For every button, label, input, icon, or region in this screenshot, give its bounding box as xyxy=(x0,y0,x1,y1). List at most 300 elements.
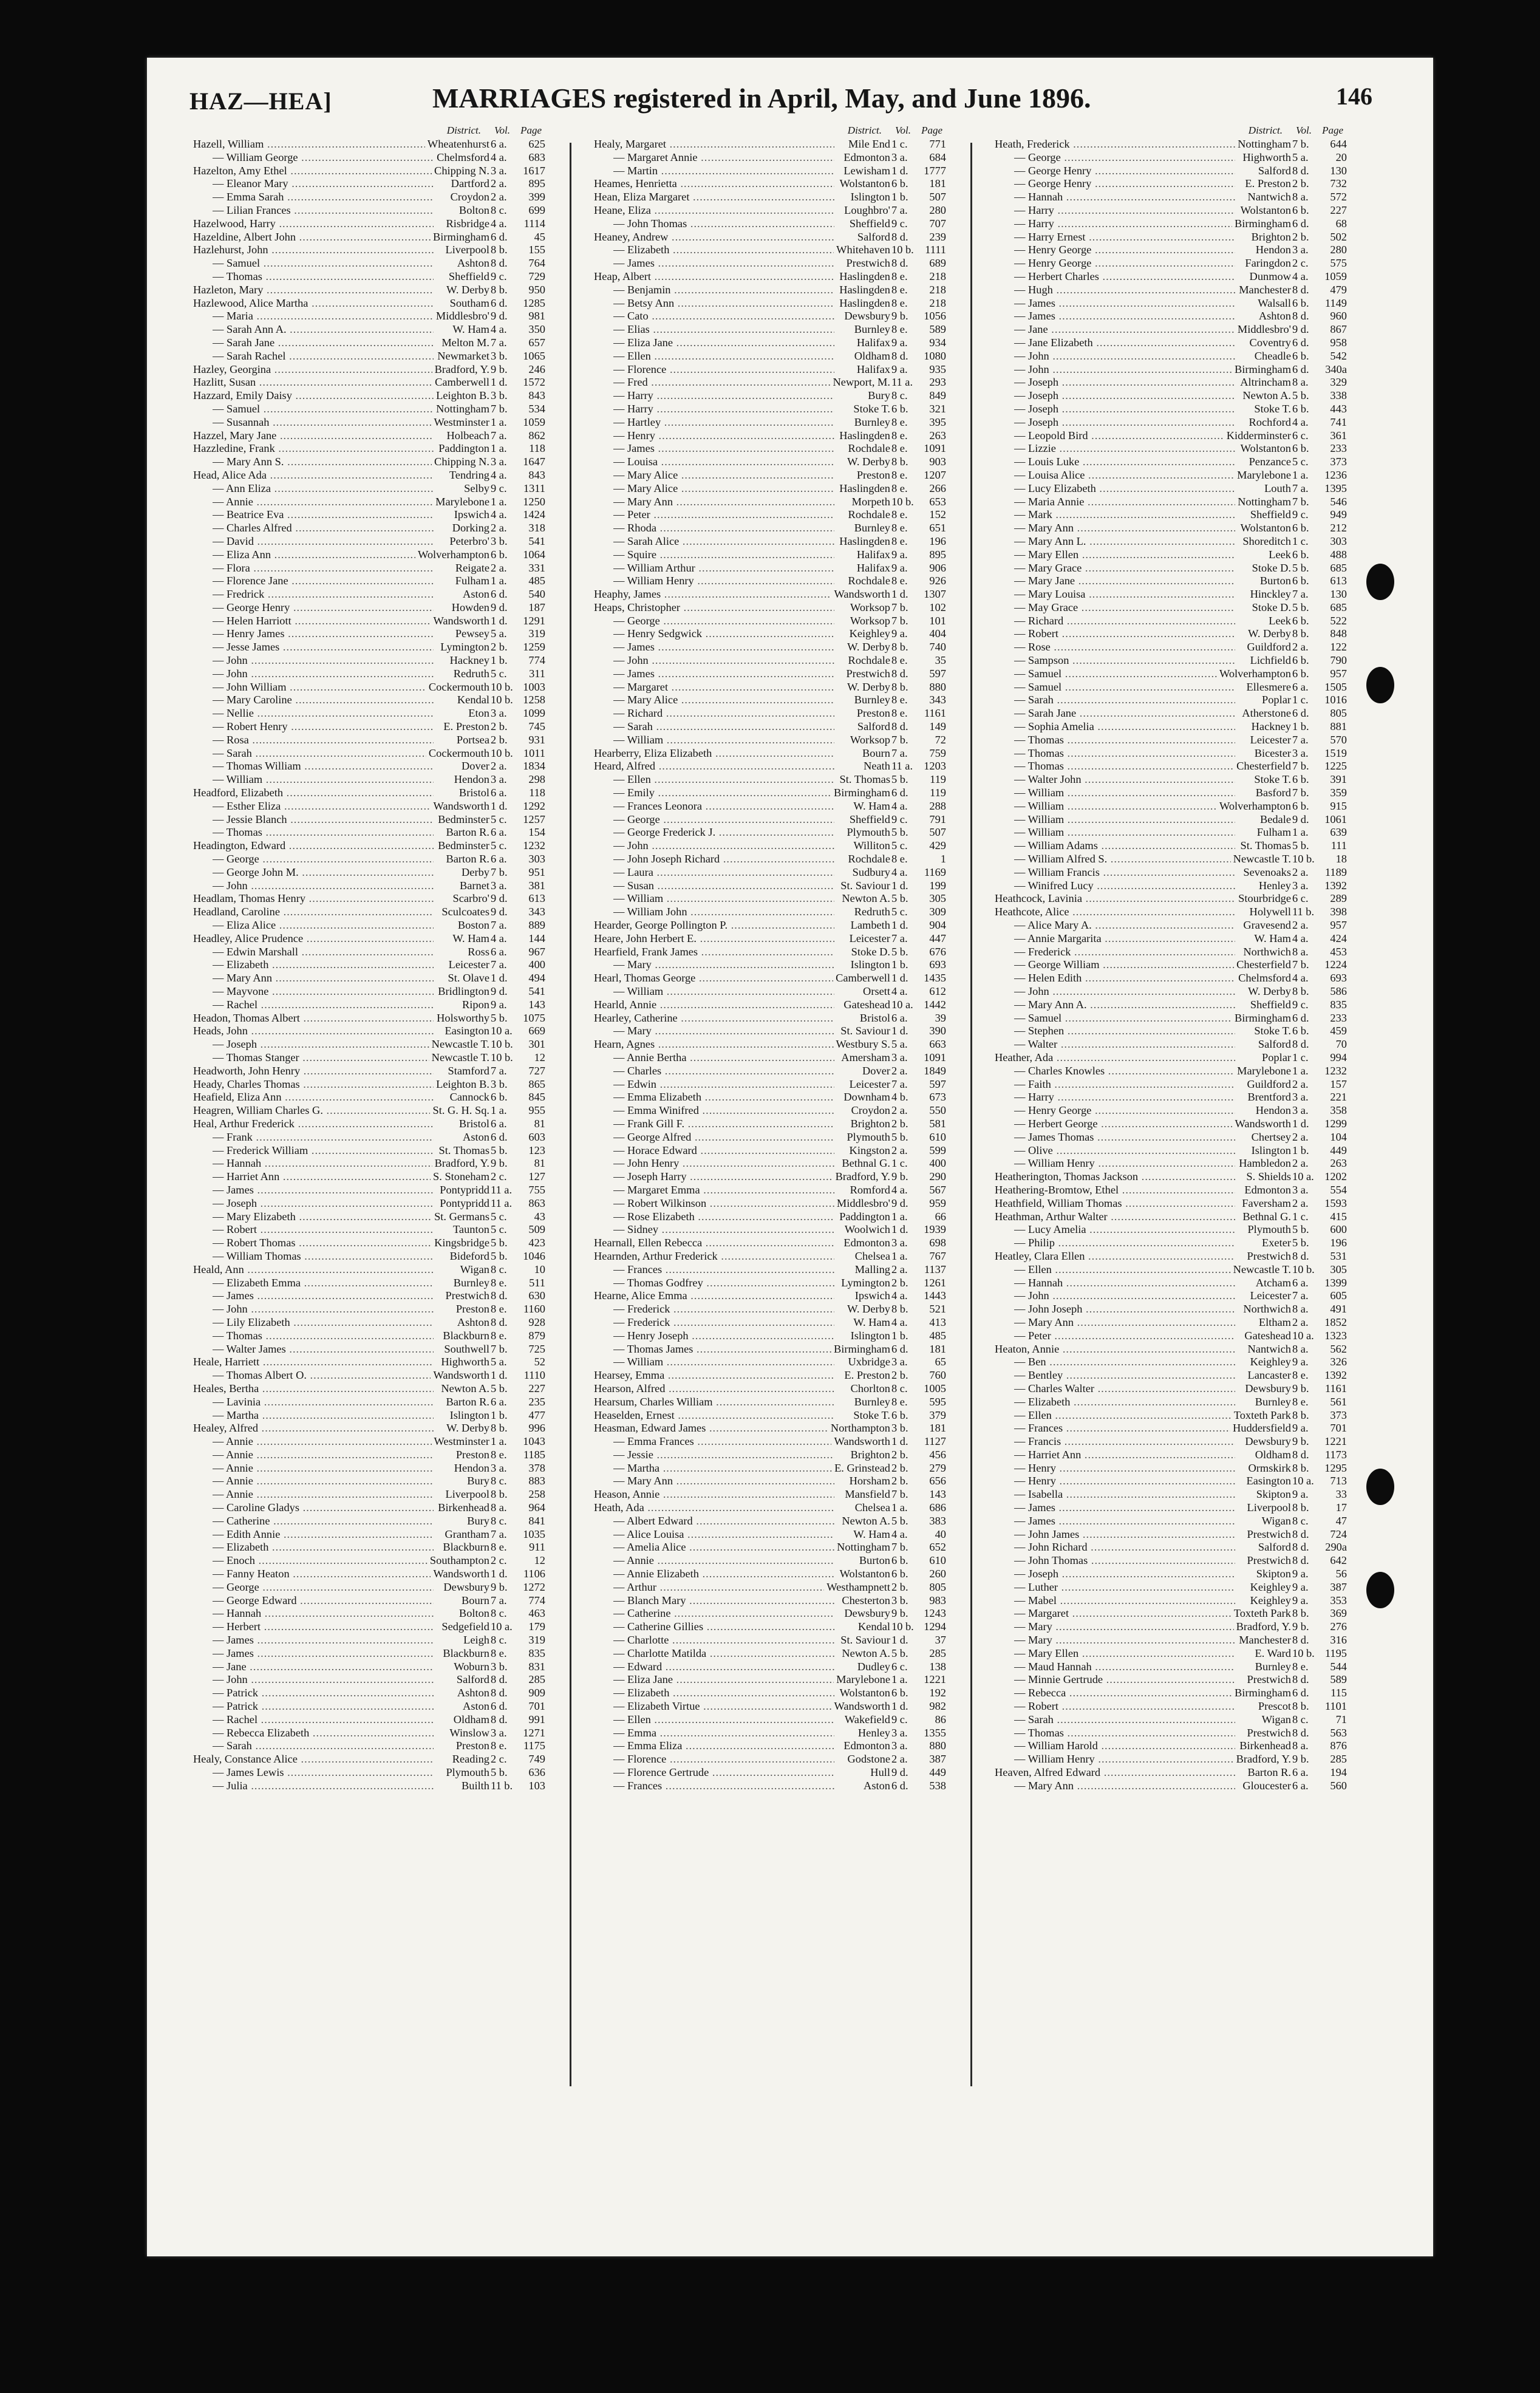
entry-name: — Samuel ..... xyxy=(1014,681,1235,694)
entry-district: Melton M. xyxy=(439,336,489,350)
entry-name: — Eliza Alice ..... xyxy=(213,919,434,932)
entry-volume: 8 e. xyxy=(1292,1660,1309,1673)
entry-district: Plymouth xyxy=(443,1766,489,1780)
register-entry xyxy=(189,853,548,866)
entry-district: Blackburn xyxy=(440,1647,489,1661)
entry-page: 118 xyxy=(529,442,545,455)
entry-page: 613 xyxy=(528,892,545,905)
entry-district: Edmonton xyxy=(841,1739,890,1753)
entry-page: 906 xyxy=(929,561,946,574)
entry-name: — Jane Elizabeth ..... xyxy=(1014,336,1235,350)
register-entry xyxy=(189,1237,548,1250)
entry-district: Hull xyxy=(868,1766,890,1780)
entry-name: — Elizabeth Virtue ..... xyxy=(613,1700,834,1713)
register-entry xyxy=(991,1237,1349,1250)
register-entry xyxy=(991,1620,1349,1634)
entry-page: 285 xyxy=(528,1673,545,1686)
entry-page: 477 xyxy=(528,1408,545,1421)
entry-district: Leighton B. xyxy=(434,1078,489,1091)
entry-volume: 8 e. xyxy=(491,1303,507,1316)
entry-volume: 5 b. xyxy=(1292,389,1309,402)
entry-district: Stamford xyxy=(446,1065,489,1078)
entry-name: — Sarah ..... xyxy=(1014,1713,1235,1727)
entry-volume: 6 c. xyxy=(891,1660,908,1673)
entry-volume: 1 a. xyxy=(491,1104,507,1117)
entry-volume: 3 a. xyxy=(1292,1183,1309,1196)
entry-page: 194 xyxy=(1330,1766,1347,1779)
entry-page: 40 xyxy=(935,1528,946,1540)
entry-district: Islington xyxy=(848,958,890,972)
entry-district: Birmingham xyxy=(1232,217,1291,231)
entry-volume: 1 d. xyxy=(891,1435,908,1448)
entry-name: — Susan ..... xyxy=(613,879,834,893)
entry-name: — John ..... xyxy=(1014,985,1235,999)
entry-page: 1091 xyxy=(924,442,946,455)
entry-page: 663 xyxy=(929,1038,946,1051)
register-entry xyxy=(590,958,949,972)
entry-page: 303 xyxy=(1330,534,1347,547)
register-entry xyxy=(590,1607,949,1620)
entry-page: 399 xyxy=(528,191,545,203)
register-entry xyxy=(590,1223,949,1237)
entry-page: 597 xyxy=(929,1077,946,1090)
entry-name: — John William ..... xyxy=(213,681,434,694)
entry-district: Winslow xyxy=(447,1727,489,1740)
register-entry xyxy=(991,946,1349,959)
entry-page: 395 xyxy=(929,415,946,428)
register-entry xyxy=(991,1568,1349,1581)
register-entry xyxy=(189,1303,548,1316)
entry-volume: 4 a. xyxy=(891,1528,908,1540)
register-entry xyxy=(590,257,949,270)
entry-district: Barton R. xyxy=(443,853,489,866)
register-entry xyxy=(590,1170,949,1184)
entry-name: — William Henry ..... xyxy=(1014,1753,1235,1766)
entry-page: 187 xyxy=(528,601,545,613)
entry-page: 1285 xyxy=(523,296,545,309)
entry-page: 693 xyxy=(1330,972,1347,985)
entry-district: St. Saviour xyxy=(838,879,890,893)
entry-district: Faringdon xyxy=(1242,257,1291,270)
entry-district: Manchester xyxy=(1236,1634,1291,1647)
entry-page: 656 xyxy=(929,1475,946,1487)
entry-page: 37 xyxy=(935,1634,946,1647)
entry-volume: 8 d. xyxy=(491,1713,508,1726)
entry-name: — Lizzie ..... xyxy=(1014,442,1235,456)
entry-name: — Thomas ..... xyxy=(213,826,434,839)
entry-page: 774 xyxy=(528,654,545,667)
entry-page: 749 xyxy=(528,1753,545,1766)
entry-volume: 2 b. xyxy=(891,1276,908,1289)
entry-volume: 9 d. xyxy=(491,601,508,613)
entry-volume: 8 e. xyxy=(491,1647,507,1659)
entry-volume: 7 a. xyxy=(1292,1289,1309,1302)
entry-name: — Mary Caroline ..... xyxy=(213,694,434,707)
entry-district: Sheffield xyxy=(1248,999,1291,1012)
entry-volume: 2 b. xyxy=(491,641,508,654)
entry-district: Leicester xyxy=(847,1078,890,1091)
entry-name: — Harry Ernest ..... xyxy=(1014,231,1235,244)
entry-name: — Annie ..... xyxy=(213,1462,434,1475)
entry-page: 233 xyxy=(1330,442,1347,455)
entry-name: — Jessie ..... xyxy=(613,1449,834,1462)
register-entry xyxy=(189,1343,548,1356)
register-entry xyxy=(189,1250,548,1263)
register-entry xyxy=(189,1554,548,1568)
entry-district: Loughbro' xyxy=(842,204,890,217)
register-entry xyxy=(590,1435,949,1449)
entry-volume: 7 a. xyxy=(891,932,908,944)
entry-district: Louth xyxy=(1262,482,1291,496)
entry-district: Bury xyxy=(465,1475,489,1488)
entry-name: Hearld, Annie ..... xyxy=(594,999,834,1012)
entry-page: 1203 xyxy=(924,760,946,773)
entry-district: Bury xyxy=(465,1515,489,1528)
entry-name: — Mary Ellen ..... xyxy=(1014,1647,1235,1661)
entry-page: 289 xyxy=(1330,892,1347,905)
entry-page: 143 xyxy=(528,998,545,1011)
entry-district: Westminster xyxy=(432,1435,489,1449)
entry-name: — Blanch Mary ..... xyxy=(613,1594,834,1608)
entry-page: 413 xyxy=(929,1316,946,1328)
entry-name: — Charles Walter ..... xyxy=(1014,1382,1235,1396)
register-entry xyxy=(991,376,1349,389)
register-entry xyxy=(590,456,949,469)
entry-page: 1395 xyxy=(1324,482,1347,494)
register-entry xyxy=(991,1144,1349,1158)
register-entry xyxy=(590,389,949,403)
entry-name: — John ..... xyxy=(613,654,834,667)
entry-volume: 6 a. xyxy=(491,853,507,865)
entry-page: 934 xyxy=(929,336,946,349)
register-entry xyxy=(590,1475,949,1488)
entry-page: 1323 xyxy=(1324,1329,1347,1342)
entry-district: W. Derby xyxy=(444,1422,489,1435)
entry-district: Burton xyxy=(1258,575,1291,588)
entry-volume: 4 a. xyxy=(491,151,507,163)
entry-name: — Patrick ..... xyxy=(213,1687,434,1700)
entry-page: 1059 xyxy=(1324,270,1347,282)
entry-page: 181 xyxy=(929,1422,946,1435)
entry-page: 881 xyxy=(1330,720,1347,733)
entry-page: 127 xyxy=(528,1170,545,1183)
entry-name: — William ..... xyxy=(213,773,434,787)
entry-volume: 8 b. xyxy=(1292,985,1309,997)
entry-name: — John ..... xyxy=(1014,350,1235,363)
register-entry xyxy=(991,1515,1349,1528)
register-entry xyxy=(590,535,949,548)
entries-column-3 xyxy=(991,138,1349,1793)
register-entry xyxy=(991,1554,1349,1568)
entry-volume: 6 b. xyxy=(491,1091,508,1104)
register-entry xyxy=(991,1012,1349,1025)
entry-page: 699 xyxy=(528,203,545,216)
entry-volume: 10 b. xyxy=(491,746,513,759)
entry-page: 1647 xyxy=(523,456,545,468)
entry-district: Salford xyxy=(454,1673,489,1687)
entry-name: Heard, Alfred ..... xyxy=(594,760,834,773)
entry-district: Chelsea xyxy=(853,1250,890,1263)
entry-volume: 5 b. xyxy=(1292,561,1309,574)
entry-page: 597 xyxy=(929,667,946,680)
entry-page: 181 xyxy=(929,177,946,190)
register-entry xyxy=(189,734,548,747)
vol-heading: Vol. xyxy=(494,125,510,136)
entry-name: — William Arthur ..... xyxy=(613,562,834,575)
register-entry xyxy=(189,562,548,575)
entry-volume: 5 c. xyxy=(491,813,507,825)
entry-name: Hearder, George Pollington P. ..... xyxy=(594,919,834,932)
entry-page: 767 xyxy=(929,1249,946,1262)
entry-district: Orsett xyxy=(860,985,890,999)
entry-page: 39 xyxy=(935,1011,946,1024)
entry-volume: 5 a. xyxy=(491,627,507,640)
entry-page: 1236 xyxy=(1324,468,1347,481)
entry-page: 218 xyxy=(929,283,946,296)
register-entry xyxy=(189,1541,548,1554)
entry-name: — Sarah ..... xyxy=(613,720,834,734)
entry-district: Haslingden xyxy=(837,535,890,548)
entry-name: — Herbert ..... xyxy=(213,1620,434,1634)
entry-page: 1299 xyxy=(1324,1117,1347,1130)
entry-page: 316 xyxy=(1330,1634,1347,1647)
entry-district: Chelmsford xyxy=(1236,972,1291,985)
entry-name: — Fredrick ..... xyxy=(213,588,434,601)
entry-district: St. Thomas xyxy=(1238,839,1291,853)
register-entry xyxy=(189,1356,548,1369)
entry-volume: 1 b. xyxy=(891,191,908,203)
entry-district: Wigan xyxy=(1259,1713,1291,1727)
entry-volume: 10 b. xyxy=(891,1620,914,1633)
entry-name: — James Thomas ..... xyxy=(1014,1131,1235,1144)
entry-page: 725 xyxy=(528,1342,545,1355)
register-entry xyxy=(189,442,548,456)
register-entry xyxy=(991,177,1349,191)
entry-page: 957 xyxy=(1330,667,1347,680)
entry-name: Headworth, John Henry ..... xyxy=(193,1065,434,1078)
entry-page: 531 xyxy=(1330,1249,1347,1262)
register-entry xyxy=(189,946,548,959)
register-entry xyxy=(991,734,1349,747)
entry-page: 1035 xyxy=(523,1528,545,1540)
entry-volume: 8 d. xyxy=(891,257,908,270)
entry-name: — George Frederick J. ..... xyxy=(613,826,834,839)
entry-name: — William John ..... xyxy=(613,906,834,919)
entry-volume: 7 a. xyxy=(491,958,507,971)
entry-page: 639 xyxy=(1330,826,1347,839)
entry-name: — Stephen ..... xyxy=(1014,1025,1235,1038)
entry-district: Rochdale xyxy=(846,575,890,588)
entry-name: — Isabella ..... xyxy=(1014,1488,1235,1501)
entry-volume: 7 b. xyxy=(891,601,908,613)
register-entry xyxy=(991,429,1349,443)
entry-page: 246 xyxy=(528,363,545,375)
entry-volume: 3 a. xyxy=(1292,1104,1309,1117)
register-entry xyxy=(590,177,949,191)
entry-volume: 1 c. xyxy=(891,138,908,150)
register-entry xyxy=(189,932,548,946)
entry-district: Worksop xyxy=(848,601,890,615)
entry-district: E. Ward xyxy=(1253,1647,1291,1661)
entry-name: Heaven, Alfred Edward ..... xyxy=(995,1766,1235,1780)
register-entry xyxy=(590,138,949,151)
register-entry xyxy=(991,284,1349,297)
entry-volume: 10 b. xyxy=(491,694,513,706)
entry-name: — Frances ..... xyxy=(1014,1422,1235,1435)
register-entry xyxy=(590,1409,949,1422)
entry-volume: 9 a. xyxy=(891,561,908,574)
register-entry xyxy=(590,1131,949,1144)
register-entry xyxy=(189,826,548,839)
entry-name: — Martha ..... xyxy=(213,1409,434,1422)
entry-page: 1099 xyxy=(523,707,545,720)
entry-name: — Elias ..... xyxy=(613,323,834,336)
entry-page: 491 xyxy=(1330,1303,1347,1316)
entry-page: 353 xyxy=(1330,1594,1347,1606)
register-entry xyxy=(590,165,949,178)
entry-name: — Rebecca ..... xyxy=(1014,1687,1235,1700)
entry-volume: 2 b. xyxy=(491,733,508,746)
entry-volume: 6 d. xyxy=(891,787,908,799)
entry-volume: 7 b. xyxy=(891,1488,908,1501)
entry-page: 1852 xyxy=(1324,1316,1347,1328)
entry-page: 876 xyxy=(1330,1739,1347,1752)
entry-name: — John ..... xyxy=(613,839,834,853)
register-entry xyxy=(590,1528,949,1541)
entry-district: Bradford, Y. xyxy=(833,1170,890,1184)
register-entry xyxy=(189,760,548,773)
entry-name: — Mary ..... xyxy=(1014,1620,1235,1634)
entry-name: — Mary Jane ..... xyxy=(1014,575,1235,588)
entry-district: Poplar xyxy=(1259,1051,1291,1065)
entry-name: — Rebecca Elizabeth ..... xyxy=(213,1727,434,1740)
entry-district: Keighley xyxy=(847,627,890,641)
entry-volume: 8 b. xyxy=(1292,1461,1309,1474)
entry-name: — Albert Edward ..... xyxy=(613,1515,834,1528)
entry-name: — George ..... xyxy=(1014,151,1235,165)
entry-page: 831 xyxy=(528,1660,545,1673)
entry-volume: 7 b. xyxy=(891,733,908,746)
entry-volume: 8 e. xyxy=(891,654,908,667)
entry-volume: 1 d. xyxy=(891,972,908,985)
register-entry xyxy=(590,403,949,416)
register-entry xyxy=(590,363,949,377)
register-entry xyxy=(189,1223,548,1237)
entry-page: 81 xyxy=(534,1117,545,1130)
entry-volume: 8 b. xyxy=(491,244,508,256)
entry-page: 759 xyxy=(929,746,946,759)
entry-name: Heathering-Bromtow, Ethel ..... xyxy=(995,1184,1235,1197)
entry-district: Hendon xyxy=(452,773,489,787)
entry-volume: 6 d. xyxy=(1292,217,1309,230)
entry-page: 760 xyxy=(929,1369,946,1382)
entry-volume: 10 b. xyxy=(1292,1263,1315,1275)
entry-name: — Thomas ..... xyxy=(1014,1727,1235,1740)
register-entry xyxy=(991,1581,1349,1594)
entry-page: 1056 xyxy=(924,310,946,323)
register-entry xyxy=(991,482,1349,496)
register-entry xyxy=(189,1065,548,1078)
entry-page: 318 xyxy=(528,522,545,534)
column-heading-1 xyxy=(189,125,548,138)
entry-name: — May Grace ..... xyxy=(1014,601,1235,615)
entry-page: 218 xyxy=(929,296,946,309)
entry-page: 805 xyxy=(1330,707,1347,720)
register-entry xyxy=(991,231,1349,244)
entry-volume: 5 a. xyxy=(491,1356,507,1368)
entry-volume: 11 a. xyxy=(891,760,913,773)
entry-district: Birmingham xyxy=(831,1343,890,1356)
entry-name: — Winifred Lucy ..... xyxy=(1014,879,1235,893)
entry-page: 463 xyxy=(528,1607,545,1620)
entry-page: 192 xyxy=(929,1687,946,1699)
entry-name: Head, Alice Ada ..... xyxy=(193,469,434,482)
entry-name: — Fred ..... xyxy=(613,376,834,389)
entry-volume: 9 a. xyxy=(1292,1594,1309,1606)
entry-volume: 8 e. xyxy=(891,534,908,547)
entry-name: — Ellen ..... xyxy=(1014,1409,1235,1422)
register-entry xyxy=(991,681,1349,694)
register-entry xyxy=(991,204,1349,217)
entry-volume: 6 d. xyxy=(491,230,508,243)
entry-volume: 7 a. xyxy=(491,1594,507,1606)
entry-district: Birkenhead xyxy=(435,1501,489,1515)
register-entry xyxy=(991,707,1349,720)
entry-volume: 1 a. xyxy=(1292,1064,1309,1077)
register-entry xyxy=(991,1369,1349,1382)
entry-district: Bedminster xyxy=(435,813,489,827)
entry-volume: 6 b. xyxy=(1292,203,1309,216)
entry-name: — James ..... xyxy=(613,257,834,270)
entry-district: Wakefield xyxy=(842,1713,890,1727)
entry-volume: 1 a. xyxy=(1292,826,1309,839)
entry-page: 612 xyxy=(929,985,946,997)
entry-district: Ashton xyxy=(455,1316,489,1330)
entry-district: Islington xyxy=(1249,1144,1291,1158)
entry-name: Hazelton, Amy Ethel ..... xyxy=(193,165,434,178)
entry-name: — Maria ..... xyxy=(213,310,434,323)
entry-volume: 8 a. xyxy=(1292,1342,1309,1355)
entry-volume: 10 b. xyxy=(491,680,513,693)
entry-district: Prestwich xyxy=(1244,1727,1291,1740)
register-entry xyxy=(189,1647,548,1661)
entry-page: 843 xyxy=(528,389,545,402)
entry-page: 449 xyxy=(929,1766,946,1779)
register-entry xyxy=(189,654,548,667)
entry-page: 729 xyxy=(528,270,545,282)
register-entry xyxy=(590,787,949,800)
entry-district: Wandsworth xyxy=(831,1700,890,1713)
entry-volume: 8 c. xyxy=(491,1634,507,1647)
register-entry xyxy=(991,1594,1349,1608)
entry-page: 636 xyxy=(528,1766,545,1779)
register-entry xyxy=(189,1184,548,1197)
entry-district: Edmonton xyxy=(1242,1184,1291,1197)
register-entry xyxy=(991,1462,1349,1475)
entry-volume: 1 b. xyxy=(1292,720,1309,733)
entry-name: — Harry ..... xyxy=(613,389,834,403)
register-entry xyxy=(189,641,548,654)
entry-district: Liverpool xyxy=(1244,1501,1291,1515)
entry-name: — Emily ..... xyxy=(613,787,834,800)
entry-volume: 7 b. xyxy=(1292,958,1309,971)
entry-page: 196 xyxy=(1330,1237,1347,1249)
entry-name: — Margaret ..... xyxy=(613,681,834,694)
register-entry xyxy=(590,350,949,363)
register-entry xyxy=(189,999,548,1012)
register-entry xyxy=(991,1449,1349,1462)
entry-name: — William ..... xyxy=(613,1356,834,1369)
